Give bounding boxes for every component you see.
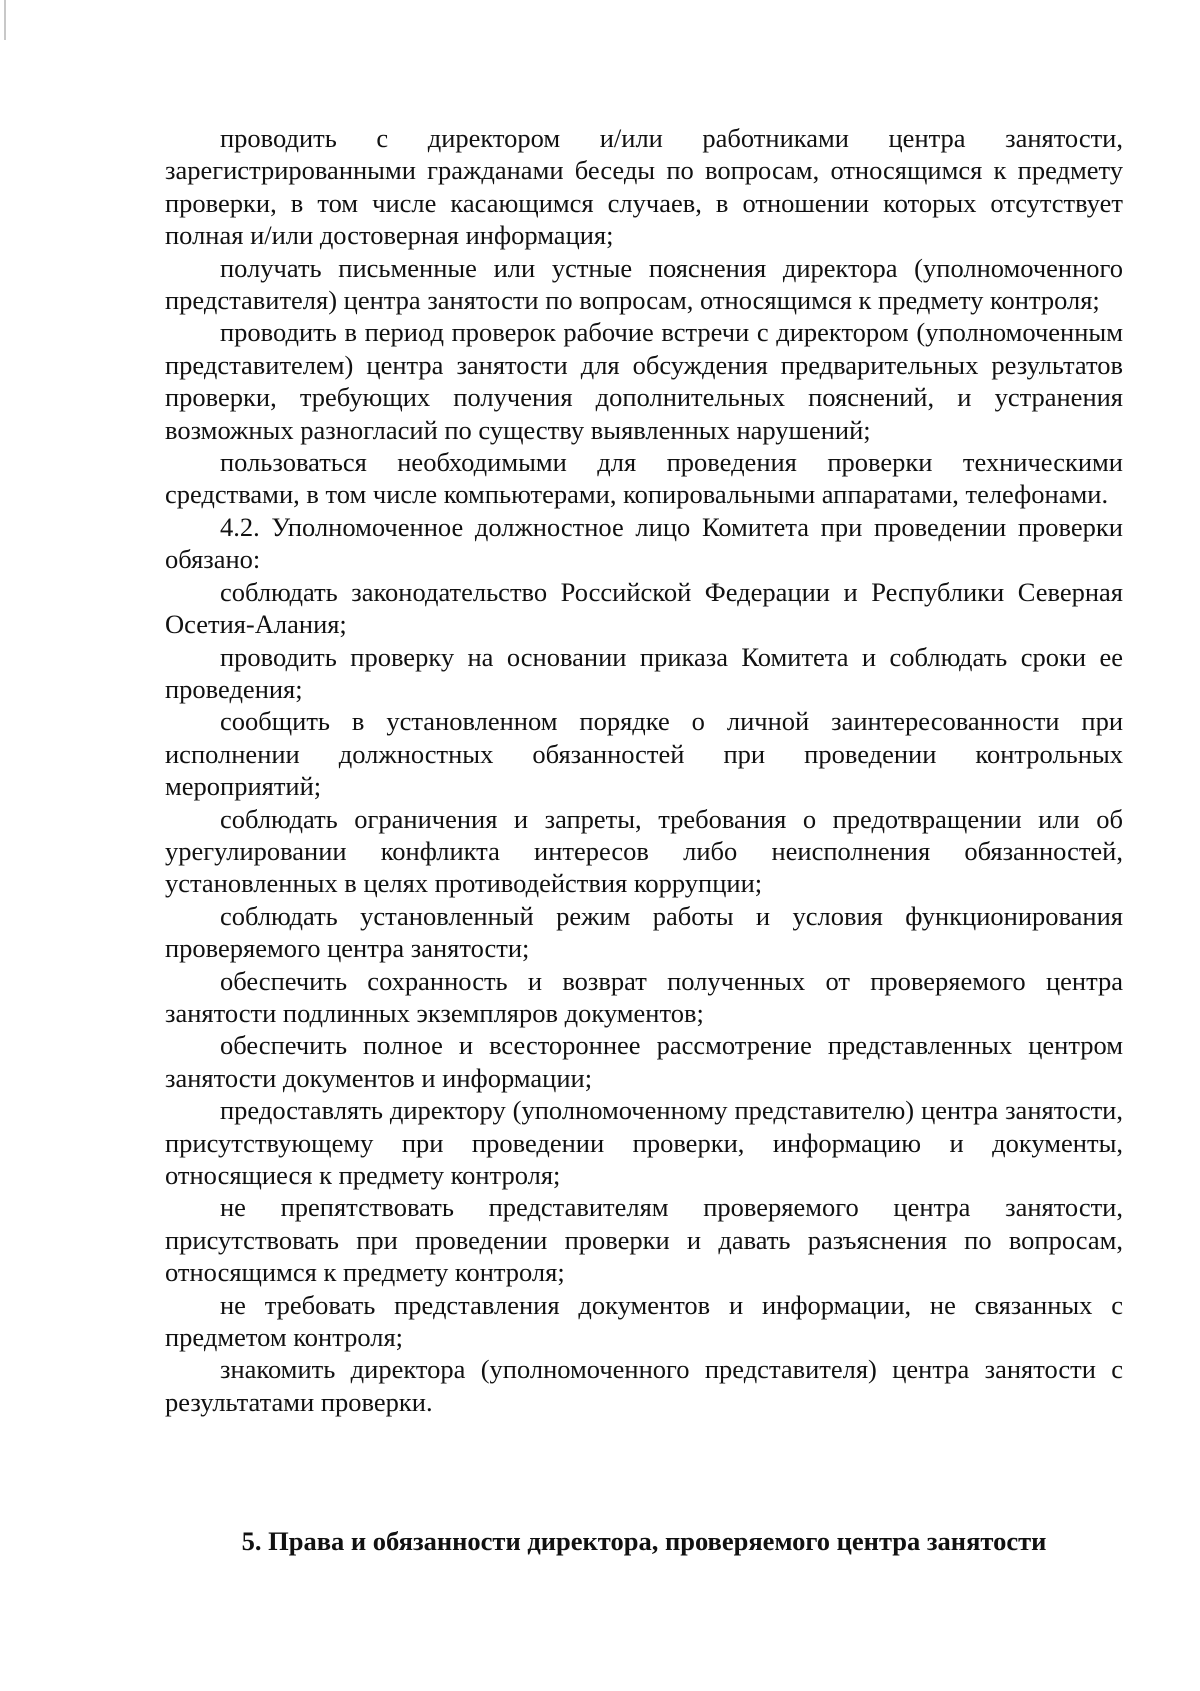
document-body [165, 122, 1123, 1418]
paragraph-document-safety: обеспечить сохранность и возврат полученных от проверяемого центра занятости подлинных экземпляров документов; [165, 965, 1123, 1028]
paragraph-acquaint-results: знакомить директора (уполномоченного представителя) центра занятости с результатами проверки. [165, 1354, 1123, 1417]
section-heading: 5. Права и обязанности директора, проверяемого центра занятости [241, 1526, 1047, 1556]
paragraph-provide-information: предоставлять директору (уполномоченному представителю) центра занятости, присутствующему при проведении проверки, информацию и документы, относящиеся к предмету контроля; [165, 1095, 1123, 1190]
paragraph-full-review: обеспечить полное и всестороннее рассмотрение представленных центром занятости документов и информации; [165, 1030, 1123, 1093]
paragraph-inspection-order: проводить проверку на основании приказа Комитета и соблюдать сроки ее проведения; [165, 641, 1123, 704]
paragraph-not-obstruct: не препятствовать представителям проверяемого центра занятости, присутствовать при проведении проверки и давать разъяснения по вопросам, относящимся к предмету контроля; [165, 1192, 1123, 1288]
paragraph-not-require: не требовать представления документов и информации, не связанных с предметом контроля; [165, 1289, 1123, 1353]
paragraph-4-2-obligations: 4.2. Уполномоченное должностное лицо Комитета при проведении проверки обязано: [165, 511, 1123, 575]
paragraph-working-meetings: проводить в период проверок рабочие встречи с директором (уполномоченным представителем) центра занятости для обсуждения предварительных результатов проверки, требующих получения дополнительных пояснений, и устранения возможных разногласий по существу выявленных нарушений; [165, 317, 1123, 445]
paragraph-anti-corruption: соблюдать ограничения и запреты, требования о предотвращении или об урегулировании конфликта интересов либо неисполнения обязанностей, установленных в целях противодействия коррупции; [165, 803, 1123, 899]
paragraph-conduct-talks: проводить с директором и/или работниками центра занятости, зарегистрированными гражданами беседы по вопросам, относящимся к предмету проверки, в том числе касающимся случаев, в отношении которых отсутствует полная и/или достоверная информация; [165, 123, 1123, 251]
paragraph-personal-interest: сообщить в установленном порядке о личной заинтересованности при исполнении должностных обязанностей при проведении контрольных мероприятий; [165, 706, 1123, 802]
paragraph-observe-legislation: соблюдать законодательство Российской Федерации и Республики Северная Осетия-Алания; [165, 576, 1123, 640]
paragraph-receive-explanations: получать письменные или устные пояснения директора (уполномоченного представителя) центра занятости по вопросам, относящимся к предмету контроля; [165, 252, 1123, 316]
paragraph-work-regime: соблюдать установленный режим работы и условия функционирования проверяемого центра занятости; [165, 900, 1123, 964]
paragraph-technical-means: пользоваться необходимыми для проведения проверки техническими средствами, в том числе компьютерами, копировальными аппаратами, телефонами. [165, 447, 1123, 510]
scan-edge-mark [4, 0, 6, 40]
